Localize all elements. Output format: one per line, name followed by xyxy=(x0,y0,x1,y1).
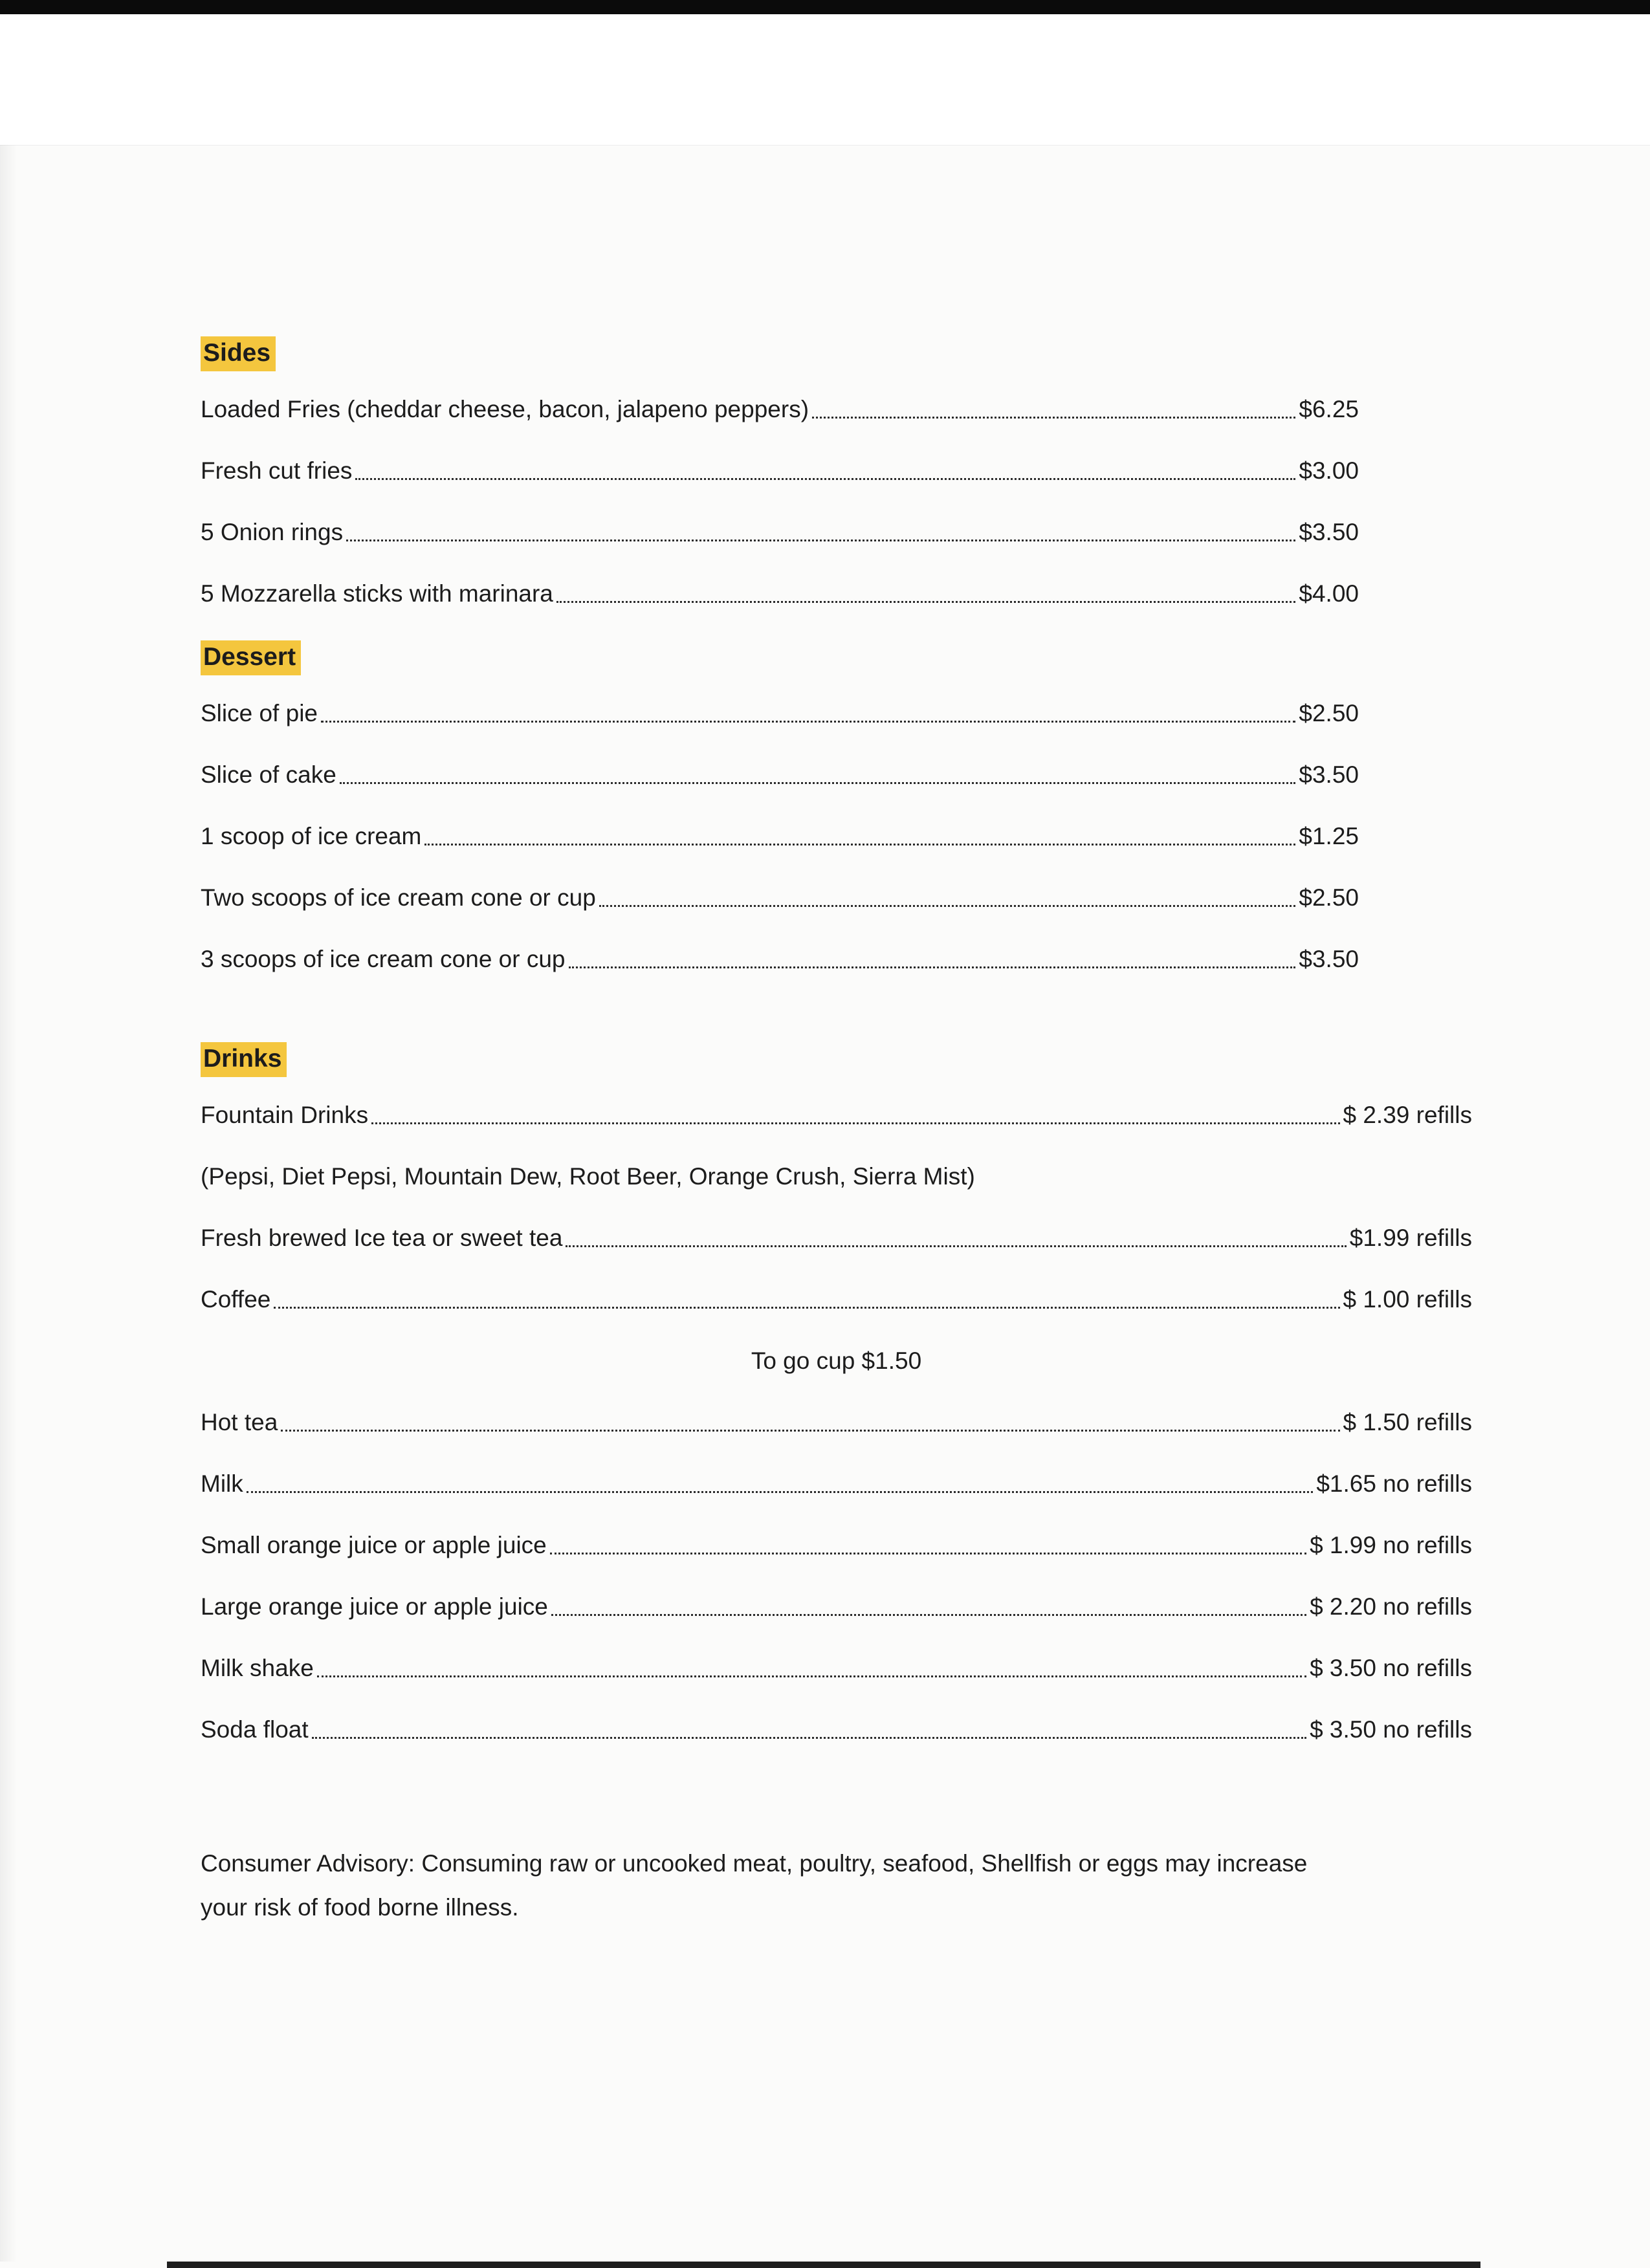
item-price: $ 3.50 no refills xyxy=(1310,1716,1472,1743)
item-price: $3.50 xyxy=(1299,519,1359,545)
item-name: Two scoops of ice cream cone or cup xyxy=(201,884,596,911)
item-name: Fresh brewed Ice tea or sweet tea xyxy=(201,1225,563,1251)
item-price: $ 2.39 refills xyxy=(1343,1102,1472,1128)
dot-leader xyxy=(355,478,1295,480)
scan-bottom-edge-bar xyxy=(167,2262,1480,2268)
item-price: $1.65 no refills xyxy=(1316,1470,1472,1497)
item-name: Slice of pie xyxy=(201,700,318,726)
menu-item-three-scoops-ice-cream xyxy=(201,944,1359,974)
section-title-dessert: Dessert xyxy=(201,640,301,675)
dot-leader xyxy=(371,1122,1339,1124)
menu-item-soda-float xyxy=(201,1715,1472,1745)
dot-leader xyxy=(281,1430,1339,1432)
item-price: $1.25 xyxy=(1299,823,1359,849)
item-price: $2.50 xyxy=(1299,700,1359,726)
menu-item-slice-of-pie xyxy=(201,699,1359,728)
item-price: $1.99 refills xyxy=(1349,1225,1472,1251)
to-go-cup-note: To go cup $1.50 xyxy=(751,1347,922,1374)
dot-leader xyxy=(346,540,1295,541)
dot-leader xyxy=(321,721,1295,723)
menu-item-hot-tea xyxy=(201,1408,1472,1437)
menu-item-milk-shake xyxy=(201,1653,1472,1683)
dot-leader xyxy=(317,1675,1306,1677)
item-name: 1 scoop of ice cream xyxy=(201,823,422,849)
dot-leader xyxy=(424,844,1295,845)
dot-leader xyxy=(247,1491,1314,1493)
item-price: $ 1.50 refills xyxy=(1343,1409,1472,1435)
item-price: $4.00 xyxy=(1299,580,1359,607)
menu-item-milk xyxy=(201,1469,1472,1499)
dot-leader xyxy=(312,1737,1306,1739)
item-price: $2.50 xyxy=(1299,884,1359,911)
item-price: $ 2.20 no refills xyxy=(1310,1593,1472,1620)
dot-leader xyxy=(274,1307,1339,1309)
menu-item-mozzarella-sticks xyxy=(201,579,1359,609)
item-price: $ 3.50 no refills xyxy=(1310,1655,1472,1681)
item-name: 5 Onion rings xyxy=(201,519,344,545)
menu-item-onion-rings xyxy=(201,518,1359,547)
item-name: Milk shake xyxy=(201,1655,314,1681)
scan-top-white-band xyxy=(0,14,1650,146)
item-name: Coffee xyxy=(201,1286,271,1313)
section-title-sides: Sides xyxy=(201,336,276,371)
menu-item-large-juice xyxy=(201,1592,1472,1622)
menu-item-loaded-fries xyxy=(201,395,1359,424)
item-name: Small orange juice or apple juice xyxy=(201,1532,547,1558)
menu-item-fountain-drinks xyxy=(201,1100,1472,1130)
item-price: $3.50 xyxy=(1299,946,1359,972)
menu-item-two-scoops-ice-cream xyxy=(201,883,1359,913)
section-drinks xyxy=(201,1042,1472,1745)
dot-leader xyxy=(566,1245,1346,1247)
menu-item-coffee xyxy=(201,1285,1472,1314)
item-price: $ 1.00 refills xyxy=(1343,1286,1472,1313)
menu-item-small-juice xyxy=(201,1531,1472,1560)
item-price: $ 1.99 no refills xyxy=(1310,1532,1472,1558)
consumer-advisory-line1: Consumer Advisory: Consuming raw or uncooked meat, poultry, seafood, Shellfish or eggs may increase xyxy=(201,1850,1308,1877)
menu-item-fresh-cut-fries xyxy=(201,456,1359,486)
dot-leader xyxy=(550,1553,1306,1554)
item-name: Soda float xyxy=(201,1716,309,1743)
item-name: 3 scoops of ice cream cone or cup xyxy=(201,946,566,972)
scan-left-shadow xyxy=(0,145,17,2262)
item-price: $3.50 xyxy=(1299,761,1359,788)
dot-leader xyxy=(599,905,1296,907)
section-dessert xyxy=(201,640,1472,974)
section-title-drinks: Drinks xyxy=(201,1042,287,1077)
dot-leader xyxy=(812,417,1295,419)
menu-item-slice-of-cake xyxy=(201,760,1359,790)
item-name: 5 Mozzarella sticks with marinara xyxy=(201,580,553,607)
menu-page xyxy=(201,336,1472,1930)
item-price: $6.25 xyxy=(1299,396,1359,422)
item-name: Loaded Fries (cheddar cheese, bacon, jalapeno peppers) xyxy=(201,396,809,422)
dot-leader xyxy=(556,601,1296,603)
consumer-advisory xyxy=(201,1842,1472,1930)
item-price: $3.00 xyxy=(1299,457,1359,484)
item-name: Large orange juice or apple juice xyxy=(201,1593,548,1620)
item-name: Fresh cut fries xyxy=(201,457,353,484)
dot-leader xyxy=(340,782,1296,784)
menu-item-ice-tea xyxy=(201,1223,1472,1253)
section-sides xyxy=(201,336,1472,609)
consumer-advisory-line2: your risk of food borne illness. xyxy=(201,1894,519,1921)
item-name: Milk xyxy=(201,1470,243,1497)
dot-leader xyxy=(569,966,1296,968)
menu-item-one-scoop-ice-cream xyxy=(201,822,1359,851)
fountain-flavors-note: (Pepsi, Diet Pepsi, Mountain Dew, Root Beer, Orange Crush, Sierra Mist) xyxy=(201,1163,975,1190)
item-name: Hot tea xyxy=(201,1409,278,1435)
scan-top-edge-bar xyxy=(0,0,1650,14)
dot-leader xyxy=(551,1614,1306,1616)
item-name: Fountain Drinks xyxy=(201,1102,369,1128)
item-name: Slice of cake xyxy=(201,761,336,788)
